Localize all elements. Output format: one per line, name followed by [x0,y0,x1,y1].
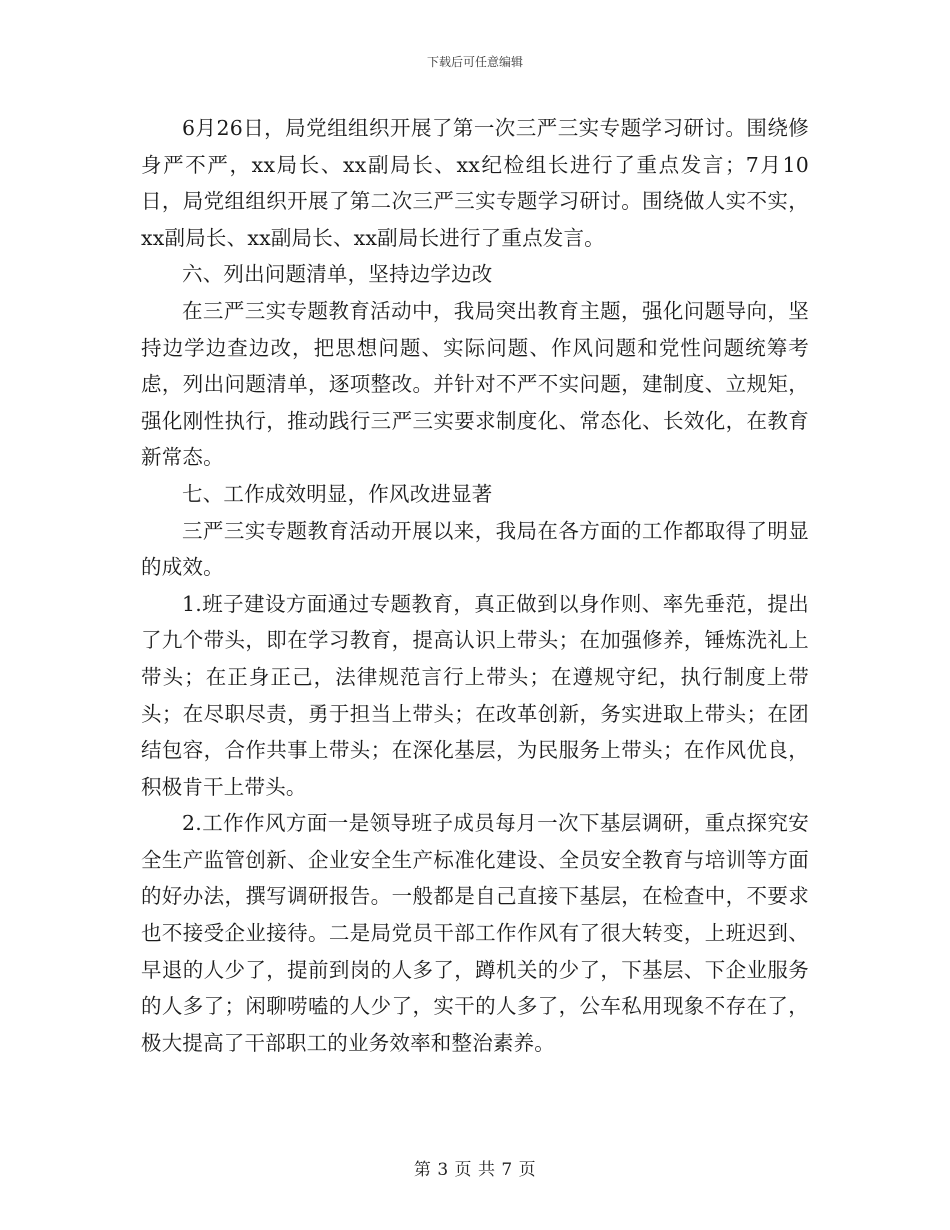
page-header: 下载后可任意编辑 [426,55,523,69]
paragraph-team-building: 1.班子建设方面通过专题教育，真正做到以身作则、率先垂范，提出了九个带头，即在学习教育，提高认识上带头；在加强修养，锤炼洗礼上带头；在正身正己，法律规范言行上带头；在遵规守纪，执行制度上带头；在尽职尽责，勇于担当上带头；在改革创新，务实进取上带头；在团结包容，合作共事上带头；在深化基层，为民服务上带头；在作风优良，积极肯干上带头。 [141,591,809,799]
heading-section-seven: 七、工作成效明显，作风改进显著 [182,481,493,506]
document-body [141,110,809,1061]
paragraph-results-intro: 三严三实专题教育活动开展以来，我局在各方面的工作都取得了明显的成效。 [141,518,809,580]
paragraph-problem-list: 在三严三实专题教育活动中，我局突出教育主题，强化问题导向，坚持边学边查边改，把思想问题、实际问题、作风问题和党性问题统筹考虑，列出问题清单，逐项整改。并针对不严不实问题，建制度、立规矩，强化刚性执行，推动践行三严三实要求制度化、常态化、长效化，在教育新常态。 [141,298,809,470]
page-number: 第 3 页 共 7 页 [413,1160,537,1180]
heading-section-six: 六、列出问题清单，坚持边学边改 [182,262,493,287]
paragraph-study-sessions: 6月26日，局党组组织开展了第一次三严三实专题学习研讨。围绕修身严不严，xx局长、xx副局长、xx纪检组长进行了重点发言；7月10日，局党组组织开展了第二次三严三实专题学习研讨。围绕做人实不实，xx副局长、xx副局长、xx副局长进行了重点发言。 [141,116,809,250]
paragraph-work-style: 2.工作作风方面一是领导班子成员每月一次下基层调研，重点探究安全生产监管创新、企业安全生产标准化建设、全员安全教育与培训等方面的好办法，撰写调研报告。一般都是自己直接下基层，在检查中，不要求也不接受企业接待。二是局党员干部工作作风有了很大转变，上班迟到、早退的人少了，提前到岗的人多了，蹲机关的少了，下基层、下企业服务的人多了；闲聊唠嗑的人少了，实干的人多了，公车私用现象不存在了，极大提高了干部职工的业务效率和整治素养。 [141,811,809,1055]
